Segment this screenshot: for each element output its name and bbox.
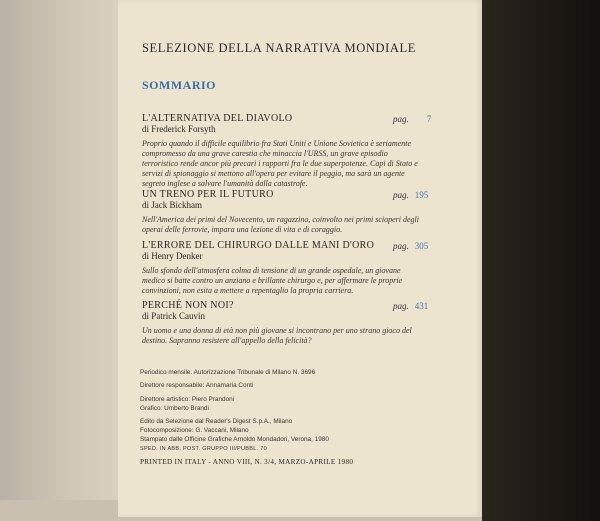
story-author: di Jack Bickham xyxy=(142,200,202,210)
story-title: UN TRENO PER IL FUTURO xyxy=(142,189,274,200)
imprint-printed: PRINTED IN ITALY - ANNO VIII, N. 3/4, MARZO-APRILE 1980 xyxy=(140,458,354,466)
story-author: di Henry Denker xyxy=(142,251,203,261)
imprint-grafico: Grafico: Umberto Brandi xyxy=(140,405,209,412)
story-title: L'ALTERNATIVA DEL DIAVOLO xyxy=(142,113,293,124)
page-number: 431 xyxy=(414,301,429,311)
pag-label: pag. xyxy=(393,301,409,311)
page-ref xyxy=(393,241,453,251)
story-entry xyxy=(142,113,442,189)
story-title: L'ERRORE DEL CHIRURGO DALLE MANI D'ORO xyxy=(142,240,375,251)
page-number: 195 xyxy=(414,190,429,200)
pag-label: pag. xyxy=(393,190,409,200)
page-ref xyxy=(393,114,453,124)
dark-background xyxy=(482,0,600,521)
pag-label: pag. xyxy=(393,241,409,251)
story-title: PERCHÉ NON NOI? xyxy=(142,300,234,311)
story-description: Proprio quando il difficile equilibrio fra Stati Uniti e Unione Sovietica è seriamente compromesso da una grave carestia che minaccia l'URSS, un grave episodio terroristico rende ancor più precari i rapporti fra le due superpotenze. Capi di Stato e servizi di spionaggio si mettono all'opera per evitare il peggio, ma sarà un agente segreto inglese a salvare l'umanità dalla catastrofe. xyxy=(142,139,418,188)
imprint-spedizione: SPED. IN ABB. POST. GRUPPO III/PUBBL. 70 xyxy=(140,446,267,452)
book-left-edge xyxy=(0,0,118,521)
story-author: di Patrick Cauvin xyxy=(142,311,205,321)
story-description: Nell'America dei primi del Novecento, un ragazzino, coinvolto nei primi scioperi degli operai delle ferrovie, impara una lezione di vita e di coraggio. xyxy=(142,215,419,234)
page-number: 7 xyxy=(426,114,432,124)
imprint-direttore-responsabile: Direttore responsabile: Annamaria Conti xyxy=(140,382,254,389)
imprint-stampato: Stampato dalle Officine Grafiche Arnoldo Mondadori, Verona, 1980 xyxy=(140,436,329,443)
series-header: SELEZIONE DELLA NARRATIVA MONDIALE xyxy=(142,41,416,55)
page-ref xyxy=(393,301,453,311)
pag-label: pag. xyxy=(393,114,409,124)
section-title: SOMMARIO xyxy=(142,78,216,92)
page-ref xyxy=(393,190,453,200)
imprint-fotocomposizione: Fotocomposizione: G. Vaccani, Milano xyxy=(140,427,249,434)
imprint-direttore-artistico: Direttore artistico: Piero Prandoni xyxy=(140,396,235,403)
imprint-periodico: Periodico mensile. Autorizzazione Tribunale di Milano N. 3696 xyxy=(140,369,316,376)
story-author: di Frederick Forsyth xyxy=(142,124,216,134)
story-description: Sullo sfondo dell'atmosfera colma di tensione di un grande ospedale, un giovane medico si batte contro un anziano e brillante chirurgo e, per affermare le proprie convinzioni, non esita a mettere a repentaglio la propria carriera. xyxy=(142,266,403,295)
page-number: 305 xyxy=(414,241,429,251)
contents-page xyxy=(118,0,482,517)
story-description: Un uomo e una donna di età non più giovane si incontrano per uno strano gioco del destino. Sapranno resistere all'appello della felicità? xyxy=(142,326,412,345)
imprint-edito: Edito da Selezione dal Reader's Digest S.p.A., Milano xyxy=(140,418,293,425)
